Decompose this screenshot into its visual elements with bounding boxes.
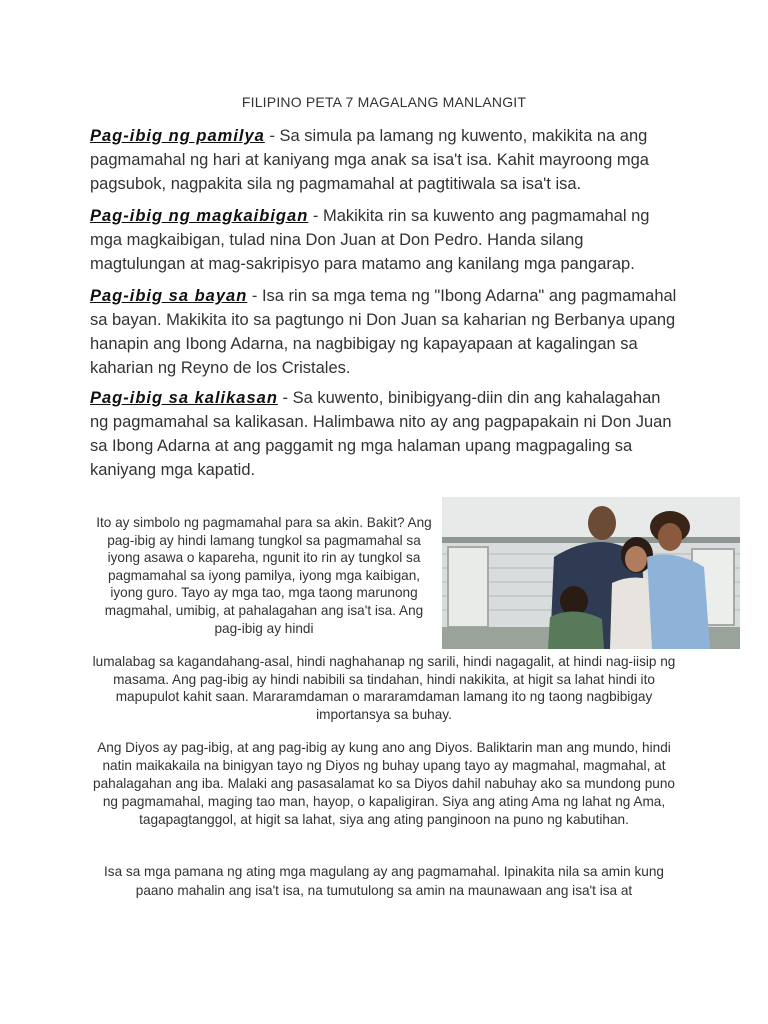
section-text: - Sa kuwento, binibigyang-diin din ang kahalagahan ng pagmamahal sa kalikasan. Halimbawa nito ay ang pagpapakain ni Don Juan sa Ibong Adarna at ang paggamit ng mga halaman upang magpagaling sa kaniyang mga kapatid. [90, 389, 672, 479]
section-text: - Makikita rin sa kuwento ang pagmamahal ng mga magkaibigan, tulad nina Don Juan at Don Pedro. Handa silang magtulungan at mag-sakripisyo para matamo ang kanilang mga pangarap. [90, 207, 650, 273]
section-heading: Pag-ibig ng pamilya [90, 127, 265, 145]
reflection-paragraph-2: Ang Diyos ay pag-ibig, at ang pag-ibig ay kung ano ang Diyos. Baliktarin man ang mundo, hindi natin maikakaila na binigyan tayo ng Diyos ng buhay upang tayo ay magmahal, magmahal, at pahalagahan ang iba. Malaki ang pasasalamat ko sa Diyos dahil nabuhay ako sa mundong puno ng pagmamahal, maging tao man, hayop, o kapaligiran. Siya ang ating Ama ng lahat ng Ama, tagapagtanggol, at higit sa lahat, siya ang ating panginoon na puno ng kabutihan. [93, 740, 675, 827]
section-friendship-love [90, 204, 682, 276]
reflection-paragraph-3: Isa sa mga pamana ng ating mga magulang ay ang pagmamahal. Ipinakita nila sa amin kung paano mahalin ang isa't isa, na tumutulong sa amin na maunawaan ang isa't isa at [104, 864, 664, 898]
reflection-paragraph-1a: Ito ay simbolo ng pagmamahal para sa akin. Bakit? Ang pag-ibig ay hindi lamang tungkol sa pagmamahal sa iyong asawa o kapareha, ngunit ito rin ay tungkol sa pagmamahal sa iyong pamilya, iyong mga kaibigan, iyong guro. Tayo ay mga tao, mga taong marunong magmahal, umibig, at pahalagahan ang isa't isa. Ang pag-ibig ay hindi [96, 515, 432, 636]
section-text: - Isa rin sa mga tema ng "Ibong Adarna" ang pagmamahal sa bayan. Makikita ito sa pagtungo ni Don Juan sa kaharian ng Berbanya upang hanapin ang Ibong Adarna, na nagbibigay ng kapayapaan at kagalingan sa kaharian ng Reyno de los Cristales. [90, 287, 677, 377]
family-photo [442, 497, 740, 649]
family-photo-illustration [442, 497, 740, 649]
section-text: - Sa simula pa lamang ng kuwento, makikita na ang pagmamahal ng hari at kaniyang mga anak sa isa't isa. Kahit mayroong mga pagsubok, nagpakita sila ng pagmamahal at pagtitiwala sa isa't isa. [90, 127, 649, 193]
reflection-paragraph-1b: lumalabag sa kagandahang-asal, hindi naghahanap ng sarili, hindi nagagalit, at hindi nag-iisip ng masama. Ang pag-ibig ay hindi nabibili sa tindahan, hindi nakikita, at higit sa lahat hindi ito mapupulot kahit saan. Mararamdaman o mararamdaman lamang ito ng taong nagbibigay importansya sa buhay. [92, 654, 676, 722]
section-heading: Pag-ibig sa kalikasan [90, 389, 278, 407]
section-heading: Pag-ibig sa bayan [90, 287, 248, 305]
section-family-love [90, 124, 682, 196]
document-title: FILIPINO PETA 7 MAGALANG MANLANGIT [241, 94, 527, 110]
section-country-love [90, 284, 682, 380]
section-heading: Pag-ibig ng magkaibigan [90, 207, 309, 225]
section-nature-love [90, 386, 682, 482]
